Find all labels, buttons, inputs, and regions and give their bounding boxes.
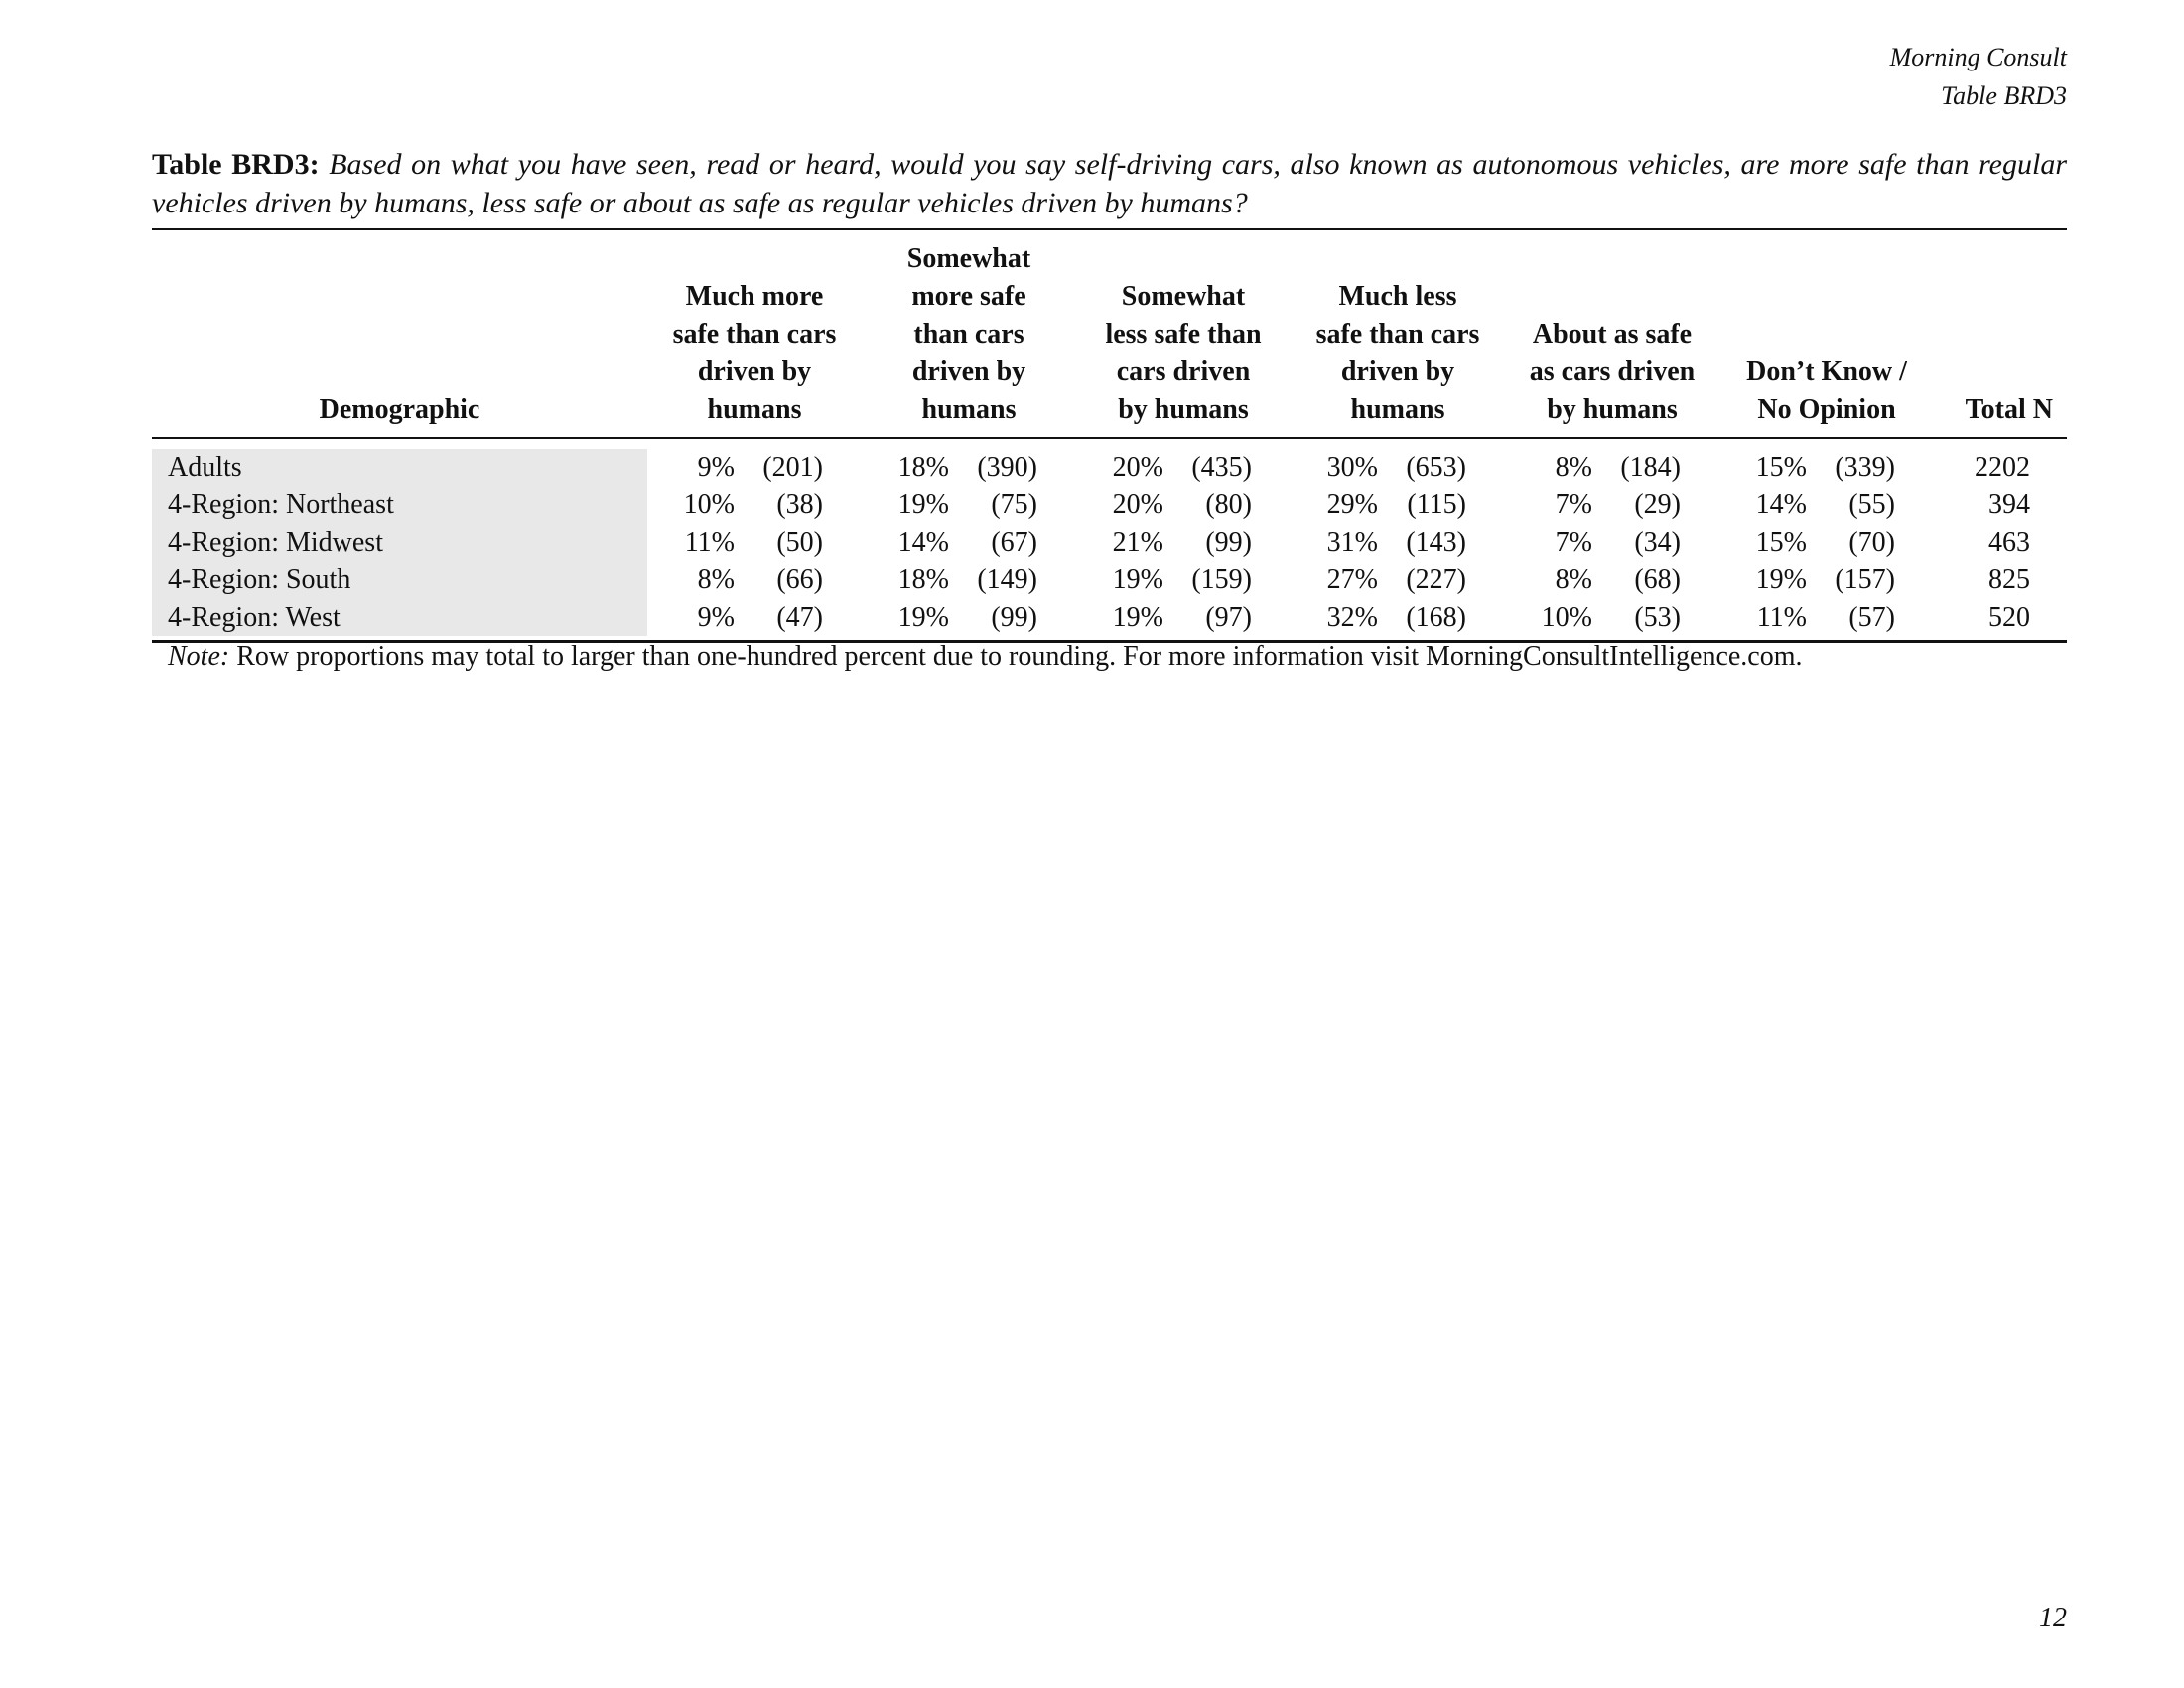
count-value: (57) <box>1848 602 1895 633</box>
count-value: (435) <box>1191 452 1252 483</box>
percent-value: 15% <box>1755 526 1807 558</box>
count-value: (47) <box>776 602 823 633</box>
column-header-line: safe than cars <box>1315 319 1480 350</box>
top-rule <box>152 228 2067 230</box>
column-header-line: by humans <box>1118 394 1249 425</box>
percent-value: 8% <box>697 564 735 596</box>
row-label: Adults <box>152 449 647 487</box>
column-header-line: less safe than <box>1105 319 1262 350</box>
column-header-line: No Opinion <box>1757 394 1896 425</box>
count-value: (29) <box>1634 489 1681 520</box>
column-header-line: driven by <box>697 356 812 387</box>
column-header-line: cars driven <box>1116 356 1251 387</box>
table-id: Table BRD3 <box>1941 81 2067 110</box>
percent-value: 30% <box>1326 452 1378 483</box>
data-cell <box>1076 561 1291 599</box>
percent-value: 15% <box>1755 452 1807 483</box>
column-header-line: Somewhat <box>1121 281 1246 312</box>
percent-value: 19% <box>1112 602 1163 633</box>
total-n-value: 463 <box>1988 526 2030 558</box>
spacer <box>152 439 2067 449</box>
count-value: (184) <box>1620 452 1681 483</box>
percent-value: 7% <box>1555 526 1592 558</box>
org-name: Morning Consult <box>1889 43 2067 71</box>
note-text: Row proportions may total to larger than one-hundred percent due to rounding. For more information visit MorningConsultIntelligence.com. <box>229 641 1803 672</box>
data-cell <box>1719 487 1934 524</box>
column-header-line: safe than cars <box>672 319 837 350</box>
column-header-line: Much less <box>1338 281 1457 312</box>
percent-value: 8% <box>1555 452 1592 483</box>
percent-value: 19% <box>1112 564 1163 596</box>
title-question: Based on what you have seen, read or heard, would you say self-driving cars, also known as autonomous vehicles, are more safe than regular vehicles driven by humans, less safe or about as safe as regular vehicles driven by humans? <box>152 148 2068 219</box>
data-cell <box>1505 449 1719 487</box>
count-value: (201) <box>762 452 823 483</box>
percent-value: 10% <box>683 489 735 520</box>
count-value: (75) <box>991 489 1037 520</box>
column-header-line: humans <box>1350 394 1445 425</box>
data-cell <box>1505 599 1719 636</box>
count-value: (50) <box>776 526 823 558</box>
column-header-line: as cars driven <box>1529 356 1696 387</box>
count-value: (55) <box>1848 489 1895 520</box>
total-n-value: 825 <box>1988 564 2030 596</box>
percent-value: 7% <box>1555 489 1592 520</box>
data-cell <box>1505 561 1719 599</box>
data-cell <box>1291 599 1505 636</box>
data-cell <box>1719 561 1934 599</box>
count-value: (53) <box>1634 602 1681 633</box>
col-dont-know <box>1719 234 1934 437</box>
col-somewhat-less-safe <box>1076 234 1291 437</box>
count-value: (97) <box>1205 602 1252 633</box>
column-header-line: Much more <box>685 281 824 312</box>
data-cell <box>647 599 862 636</box>
count-value: (68) <box>1634 564 1681 596</box>
column-header-line: humans <box>707 394 802 425</box>
row-label: 4-Region: West <box>152 599 647 636</box>
data-cell <box>862 449 1076 487</box>
percent-value: 31% <box>1326 526 1378 558</box>
count-value: (34) <box>1634 526 1681 558</box>
column-header-line: by humans <box>1547 394 1678 425</box>
percent-value: 32% <box>1326 602 1378 633</box>
table-row <box>152 599 2067 636</box>
data-cell <box>647 524 862 562</box>
count-value: (99) <box>1205 526 1252 558</box>
percent-value: 18% <box>897 452 949 483</box>
percent-value: 14% <box>1755 489 1807 520</box>
col-much-less-safe <box>1291 234 1505 437</box>
table-note <box>168 641 1803 673</box>
column-header-line: driven by <box>1340 356 1455 387</box>
percent-value: 10% <box>1541 602 1592 633</box>
count-value: (157) <box>1835 564 1895 596</box>
col-much-more-safe <box>647 234 862 437</box>
data-cell <box>862 487 1076 524</box>
count-value: (115) <box>1407 489 1466 520</box>
count-value: (390) <box>977 452 1037 483</box>
percent-value: 9% <box>697 452 735 483</box>
percent-value: 18% <box>897 564 949 596</box>
data-cell <box>1291 561 1505 599</box>
percent-value: 19% <box>1755 564 1807 596</box>
table-title <box>152 145 2067 222</box>
count-value: (70) <box>1848 526 1895 558</box>
count-value: (168) <box>1406 602 1466 633</box>
data-cell <box>647 487 862 524</box>
column-header-line: driven by <box>911 356 1026 387</box>
col-somewhat-more-safe <box>862 234 1076 437</box>
results-table <box>152 234 2067 636</box>
row-label: 4-Region: Northeast <box>152 487 647 524</box>
data-cell <box>1291 487 1505 524</box>
data-cell <box>1076 449 1291 487</box>
column-header-line: than cars <box>913 319 1024 350</box>
count-value: (99) <box>991 602 1037 633</box>
percent-value: 19% <box>897 602 949 633</box>
count-value: (143) <box>1406 526 1466 558</box>
percent-value: 11% <box>1756 602 1807 633</box>
percent-value: 14% <box>897 526 949 558</box>
percent-value: 21% <box>1112 526 1163 558</box>
column-header-line: humans <box>921 394 1017 425</box>
data-cell <box>1719 524 1934 562</box>
percent-value: 20% <box>1112 452 1163 483</box>
data-cell <box>1291 449 1505 487</box>
data-cell <box>1719 599 1934 636</box>
data-cell <box>647 561 862 599</box>
percent-value: 8% <box>1555 564 1592 596</box>
note-label: Note: <box>168 641 230 672</box>
column-header-line: About as safe <box>1532 319 1693 350</box>
col-about-as-safe <box>1505 234 1719 437</box>
total-n-value: 394 <box>1988 489 2030 520</box>
data-cell <box>1076 487 1291 524</box>
count-value: (80) <box>1205 489 1252 520</box>
table-row <box>152 449 2067 487</box>
header-row <box>152 234 2067 437</box>
column-header-line: more safe <box>911 281 1026 312</box>
data-cell <box>1076 599 1291 636</box>
percent-value: 11% <box>684 526 735 558</box>
table-row <box>152 487 2067 524</box>
total-n-value: 2202 <box>1975 452 2030 483</box>
data-cell <box>862 599 1076 636</box>
percent-value: 27% <box>1326 564 1378 596</box>
count-value: (339) <box>1835 452 1895 483</box>
count-value: (159) <box>1191 564 1252 596</box>
data-cell <box>1505 487 1719 524</box>
column-header-line: Somewhat <box>906 243 1031 274</box>
count-value: (149) <box>977 564 1037 596</box>
row-label: 4-Region: South <box>152 561 647 599</box>
percent-value: 9% <box>697 602 735 633</box>
percent-value: 20% <box>1112 489 1163 520</box>
table-row <box>152 524 2067 562</box>
percent-value: 29% <box>1326 489 1378 520</box>
data-cell <box>1719 449 1934 487</box>
data-cell <box>862 524 1076 562</box>
col-demographic: Demographic <box>319 394 480 425</box>
data-cell <box>1505 524 1719 562</box>
row-label: 4-Region: Midwest <box>152 524 647 562</box>
total-n-value: 520 <box>1988 602 2030 633</box>
percent-value: 19% <box>897 489 949 520</box>
count-value: (38) <box>776 489 823 520</box>
table-row <box>152 561 2067 599</box>
data-cell <box>647 449 862 487</box>
data-cell <box>1076 524 1291 562</box>
count-value: (67) <box>991 526 1037 558</box>
data-cell <box>862 561 1076 599</box>
data-cell <box>1291 524 1505 562</box>
page-number: 12 <box>2039 1603 2067 1633</box>
count-value: (653) <box>1406 452 1466 483</box>
column-header-line: Don’t Know / <box>1746 356 1907 387</box>
count-value: (66) <box>776 564 823 596</box>
title-label: Table BRD3: <box>152 148 320 181</box>
count-value: (227) <box>1406 564 1466 596</box>
col-total-n: Total N <box>1965 394 2053 425</box>
